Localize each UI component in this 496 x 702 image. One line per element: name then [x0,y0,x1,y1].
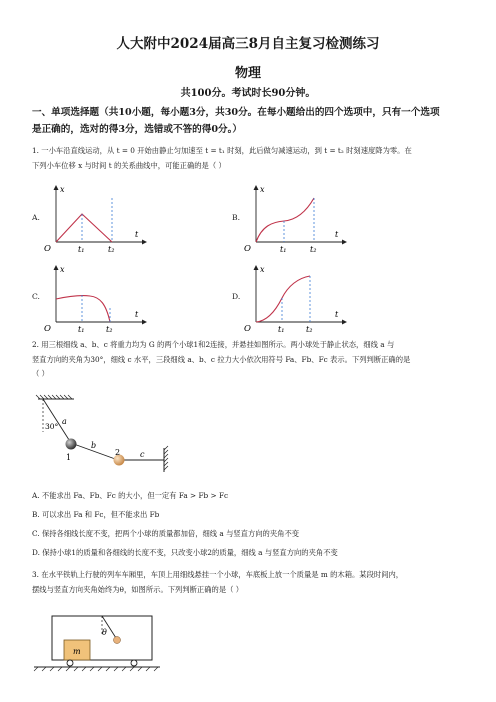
graph-c-t1: t₁ [78,325,85,334]
graph-b [238,182,348,254]
section-heading [32,104,472,138]
q2-figure [34,394,174,478]
question-2-line2: 竖直方向的夹角为30°，细线 c 水平，三段细线 a、b、c 拉力大小依次用符号 Fa、Fb、Fc 表示。下列判断正确的是 [32,354,411,364]
graph-d [238,262,348,334]
graph-c-t2: t₂ [106,325,113,334]
graph-a-x-label: x [60,185,65,194]
graph-d-curve [256,276,310,322]
graph-a-t-label: t [135,230,139,239]
graph-b-t-label: t [335,230,339,239]
graph-b-t1: t₁ [280,245,287,254]
graph-a-t1: t₁ [78,245,85,254]
q2-label-ball1: 1 [66,453,72,462]
q1-option-d-label[interactable]: D. [232,292,241,301]
graph-c-t-label: t [135,310,139,319]
graph-c-origin: O [44,324,51,334]
question-3-line2: 摆线与竖直方向夹角始终为θ，如图所示。下列判断正确的是（ ） [32,584,244,594]
q2-string-a [43,399,71,443]
question-1-stem [32,144,468,173]
question-2-stem [32,338,468,382]
graph-c [38,262,148,334]
q2-ball-1 [66,439,77,450]
question-2-options [32,486,468,562]
question-1-line2: 下列小车位移 x 与时间 t 的关系曲线中，可能正确的是（ ） [32,160,226,170]
q1-option-a-label[interactable]: A. [32,213,40,222]
graph-d-x-label: x [260,265,265,274]
exam-meta: 共100分。考试时长90分钟。 [180,88,316,99]
section-heading-line1: 一、单项选择题（共10小题，每小题3分，共30分。在每小题给出的四个选项中，只有一个选项 [32,107,440,118]
q1-option-b-label[interactable]: B. [232,213,240,222]
graph-a [38,182,148,254]
graph-d-t2: t₂ [306,325,313,334]
graph-d-origin: O [244,324,251,334]
q2-label-b: b [91,441,97,450]
graph-b-origin: O [244,244,251,254]
graph-c-x-label: x [60,265,65,274]
question-3-stem [32,568,468,597]
q2-label-ball2: 2 [115,448,121,457]
q2-option-b[interactable]: B. 可以求出 Fa 和 Fc，但不能求出 Fb [32,510,160,519]
section-heading-line2: 是正确的，选对的得3分，选错或不答的得0分。） [32,124,243,135]
graph-d-t-label: t [335,310,339,319]
graph-b-x-label: x [260,185,265,194]
graph-a-origin: O [44,244,51,254]
question-2-line1: 2. 用三根细线 a、b、c 将重力均为 G 的两个小球1和2连接，并悬挂如图所示。两小球处于静止状态，细线 a 与 [32,340,395,349]
q3-theta-label: θ [102,628,107,637]
question-2-line3: （ ） [32,369,49,378]
q2-angle-label: 30° [45,422,59,431]
question-3-line1: 3. 在水平铁轨上行驶的列车车厢里，车顶上用细线悬挂一个小球，车底板上放一个质量是 m 的木箱。某段时间内， [32,570,404,579]
q3-figure [32,610,162,672]
subject-title: 物理 [234,66,261,81]
q3-ball [114,637,121,644]
q2-option-a[interactable]: A. 不能求出 Fa、Fb、Fc 的大小，但一定有 Fa > Fb > Fc [32,491,229,500]
graph-a-t2: t₂ [108,245,115,254]
graph-b-t2: t₂ [310,245,317,254]
graph-d-t1: t₁ [278,325,285,334]
q3-box-label: m [73,647,81,656]
q2-label-a: a [62,417,67,426]
q1-option-c-label[interactable]: C. [32,292,40,301]
q2-option-c[interactable]: C. 保持各细线长度不变，把两个小球的质量都加倍，细线 a 与竖直方向的夹角不变 [32,529,300,538]
question-1-line1: 1. 一小车沿直线运动，从 t = 0 开始由静止匀加速至 t = t₁ 时刻，此后做匀减速运动，到 t = t₂ 时刻速度降为零。在 [32,146,412,155]
graph-a-curve [56,214,112,242]
graph-c-curve [56,296,110,322]
exam-title: 人大附中2024届高三8月自主复习检测练习 [116,36,380,52]
q2-option-d[interactable]: D. 保持小球1的质量和各细线的长度不变，只改变小球2的质量，细线 a 与竖直方向的夹角不变 [32,548,338,557]
q2-label-c: c [140,450,145,459]
graph-b-curve [256,198,314,242]
